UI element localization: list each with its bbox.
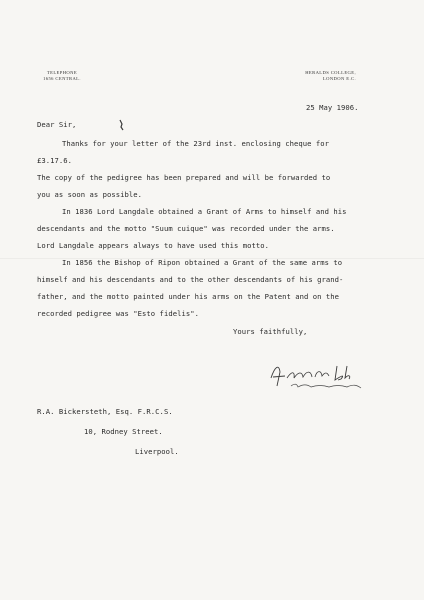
letterhead-telephone: [42, 70, 82, 82]
telephone-number: 1656 CENTRAL.: [43, 76, 81, 81]
salutation: Dear Sir,: [37, 120, 77, 129]
body-line: father, and the motto painted under his arms on the Patent and on the: [37, 292, 340, 301]
body-line: Lord Langdale appears always to have used this motto.: [37, 241, 269, 250]
recipient-city: Liverpool.: [135, 447, 179, 456]
telephone-label: TELEPHONE: [46, 70, 78, 75]
body-line: recorded pedigree was "Esto fidelis".: [37, 309, 199, 318]
letterhead-institution: HERALDS COLLEGE,: [305, 70, 356, 75]
recipient-name: R.A. Bickersteth, Esq. F.R.C.S.: [37, 407, 173, 416]
letter-date: 25 May 1906.: [306, 103, 359, 112]
letterhead-city: LONDON E.C.: [322, 76, 356, 81]
handwritten-signature: [265, 360, 375, 392]
body-line: Thanks for your letter of the 23rd inst. enclosing cheque for: [62, 139, 330, 148]
body-line: In 1856 the Bishop of Ripon obtained a Grant of the same arms to: [62, 258, 343, 267]
body-line: In 1836 Lord Langdale obtained a Grant of Arms to himself and his: [62, 207, 347, 216]
ink-mark: [117, 118, 127, 132]
body-line: you as soon as possible.: [37, 190, 143, 199]
body-line: descendants and the motto "Suum cuique" was recorded under the arms.: [37, 224, 335, 233]
body-line: £3.17.6.: [37, 156, 73, 165]
letterhead-address: [292, 70, 356, 82]
body-line: The copy of the pedigree has been prepared and will be forwarded to: [37, 173, 331, 182]
body-line: himself and his descendants and to the other descendants of his grand-: [37, 275, 344, 284]
recipient-street: 10, Rodney Street.: [84, 427, 163, 436]
closing: Yours faithfully,: [233, 327, 308, 336]
